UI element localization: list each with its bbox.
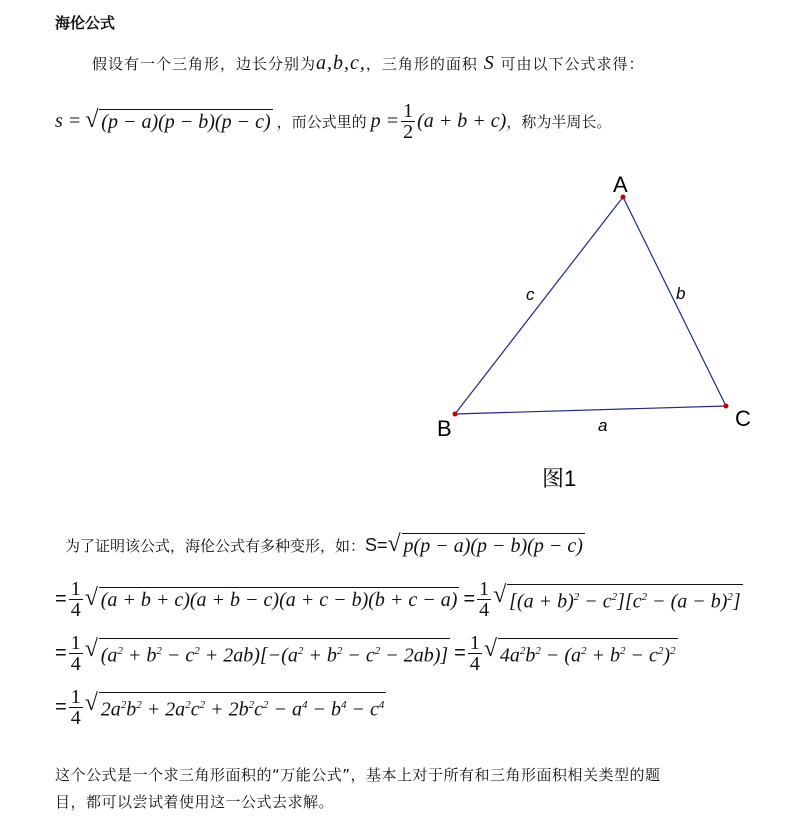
frac-num: 1 bbox=[479, 577, 490, 600]
derivation-line-1 bbox=[55, 574, 743, 624]
formula-text-mid: ，而公式里的 bbox=[276, 112, 367, 131]
frac-den: 4 bbox=[469, 652, 480, 675]
side-b-label: b bbox=[676, 284, 686, 303]
line2-radicand-b: $4a^2b^2 - (a^2 + b^2 - c^2)^2$ bbox=[498, 638, 678, 668]
line1-sqrt-a: √ (a + b + c)(a + b − c)(a + c − b)(b + c − a) bbox=[84, 584, 458, 611]
p-def-lhs: p = bbox=[370, 109, 400, 132]
line3-radicand: $2a^2b^2 + 2a^2c^2 + 2b^2c^2 - a^4 - b^4 - c^4$ bbox=[99, 692, 387, 722]
p-def-rhs: (a + b + c) bbox=[417, 109, 507, 132]
vertex-b-point bbox=[453, 412, 458, 417]
intro-text-before: 假设有一个三角形，边长分别为 bbox=[92, 55, 317, 73]
frac-den: 4 bbox=[70, 598, 81, 621]
side-c-label: c bbox=[526, 285, 535, 304]
derivation-intro-line bbox=[65, 528, 585, 562]
formula-lhs: s = bbox=[55, 109, 82, 132]
side-c-line bbox=[455, 197, 623, 414]
vertex-b-label: B bbox=[437, 416, 452, 441]
quarter-fraction bbox=[69, 633, 83, 674]
equals-sign: = bbox=[55, 641, 67, 664]
frac-num: 1 bbox=[469, 631, 480, 654]
intro-sides: a,b,c, bbox=[316, 52, 366, 74]
derivation-line-3 bbox=[55, 682, 386, 732]
line1-sqrt-b: √ $[(a + b)^2 - c^2][c^2 - (a - b)^2]$ bbox=[493, 582, 741, 613]
quarter-fraction bbox=[69, 579, 83, 620]
conclusion-line-1: 这个公式是一个求三角形面积的“万能公式”，基本上对于所有和三角形面积相关类型的题 bbox=[55, 766, 661, 784]
formula-radicand: (p − a)(p − b)(p − c) bbox=[101, 110, 271, 133]
frac-num: 1 bbox=[70, 685, 81, 708]
s-eq-label: S= bbox=[365, 534, 388, 555]
s-sqrt: √ p(p − a)(p − b)(p − c) bbox=[387, 530, 583, 557]
line2-sqrt-b: √ $4a^2b^2 - (a^2 + b^2 - c^2)^2$ bbox=[483, 636, 676, 667]
side-a-line bbox=[455, 406, 726, 414]
p-frac-den: 2 bbox=[403, 120, 414, 143]
formula-sqrt: √ (p − a)(p − b)(p − c) bbox=[85, 106, 271, 133]
line3-sqrt: √ $2a^2b^2 + 2a^2c^2 + 2b^2c^2 - a^4 - b^4 - c^4$ bbox=[84, 690, 385, 721]
quarter-fraction bbox=[477, 579, 491, 620]
frac-den: 4 bbox=[479, 598, 490, 621]
frac-num: 1 bbox=[70, 577, 81, 600]
frac-den: 4 bbox=[70, 652, 81, 675]
equals-sign: = bbox=[454, 641, 466, 664]
figure-caption: 图1 bbox=[542, 466, 577, 491]
intro-area-var: S bbox=[483, 52, 495, 74]
side-a-label: a bbox=[598, 416, 608, 435]
vertex-c-label: C bbox=[735, 406, 751, 431]
equals-sign: = bbox=[55, 695, 67, 718]
line1-radicand-a: (a + b + c)(a + b − c)(a + c − b)(b + c − a) bbox=[100, 588, 458, 611]
vertex-a-label: A bbox=[613, 172, 628, 197]
conclusion-line-2: 目，都可以尝试着使用这一公式去求解。 bbox=[55, 793, 335, 811]
quarter-fraction bbox=[468, 633, 482, 674]
equals-sign: = bbox=[463, 587, 476, 610]
line2-sqrt-a: √ $(a^2 + b^2 - c^2 + 2ab)[-(a^2 + b^2 - c^2 - 2ab)]$ bbox=[84, 636, 449, 667]
p-frac-num: 1 bbox=[403, 99, 414, 122]
intro-text-after: 可由以下公式求得： bbox=[500, 55, 645, 73]
equals-sign: = bbox=[55, 587, 67, 610]
frac-num: 1 bbox=[70, 631, 81, 654]
formula-text-after: ，称为半周长。 bbox=[506, 112, 612, 131]
vertex-c-point bbox=[724, 404, 729, 409]
intro-text-mid: ，三角形的面积 bbox=[365, 55, 478, 73]
quarter-fraction bbox=[69, 687, 83, 728]
line1-radicand-b: $[(a + b)^2 - c^2][c^2 - (a - b)^2]$ bbox=[507, 584, 743, 614]
s-radicand: p(p − a)(p − b)(p − c) bbox=[403, 534, 583, 557]
derivation-intro-text: 为了证明该公式，海伦公式有多种变形，如： bbox=[65, 536, 366, 555]
doc-title: 海伦公式 bbox=[55, 14, 116, 32]
derivation-line-2 bbox=[55, 628, 678, 678]
line2-radicand-a: $(a^2 + b^2 - c^2 + 2ab)[-(a^2 + b^2 - c^2 - 2ab)]$ bbox=[99, 638, 450, 668]
side-b-line bbox=[623, 197, 726, 406]
frac-den: 4 bbox=[70, 706, 81, 729]
